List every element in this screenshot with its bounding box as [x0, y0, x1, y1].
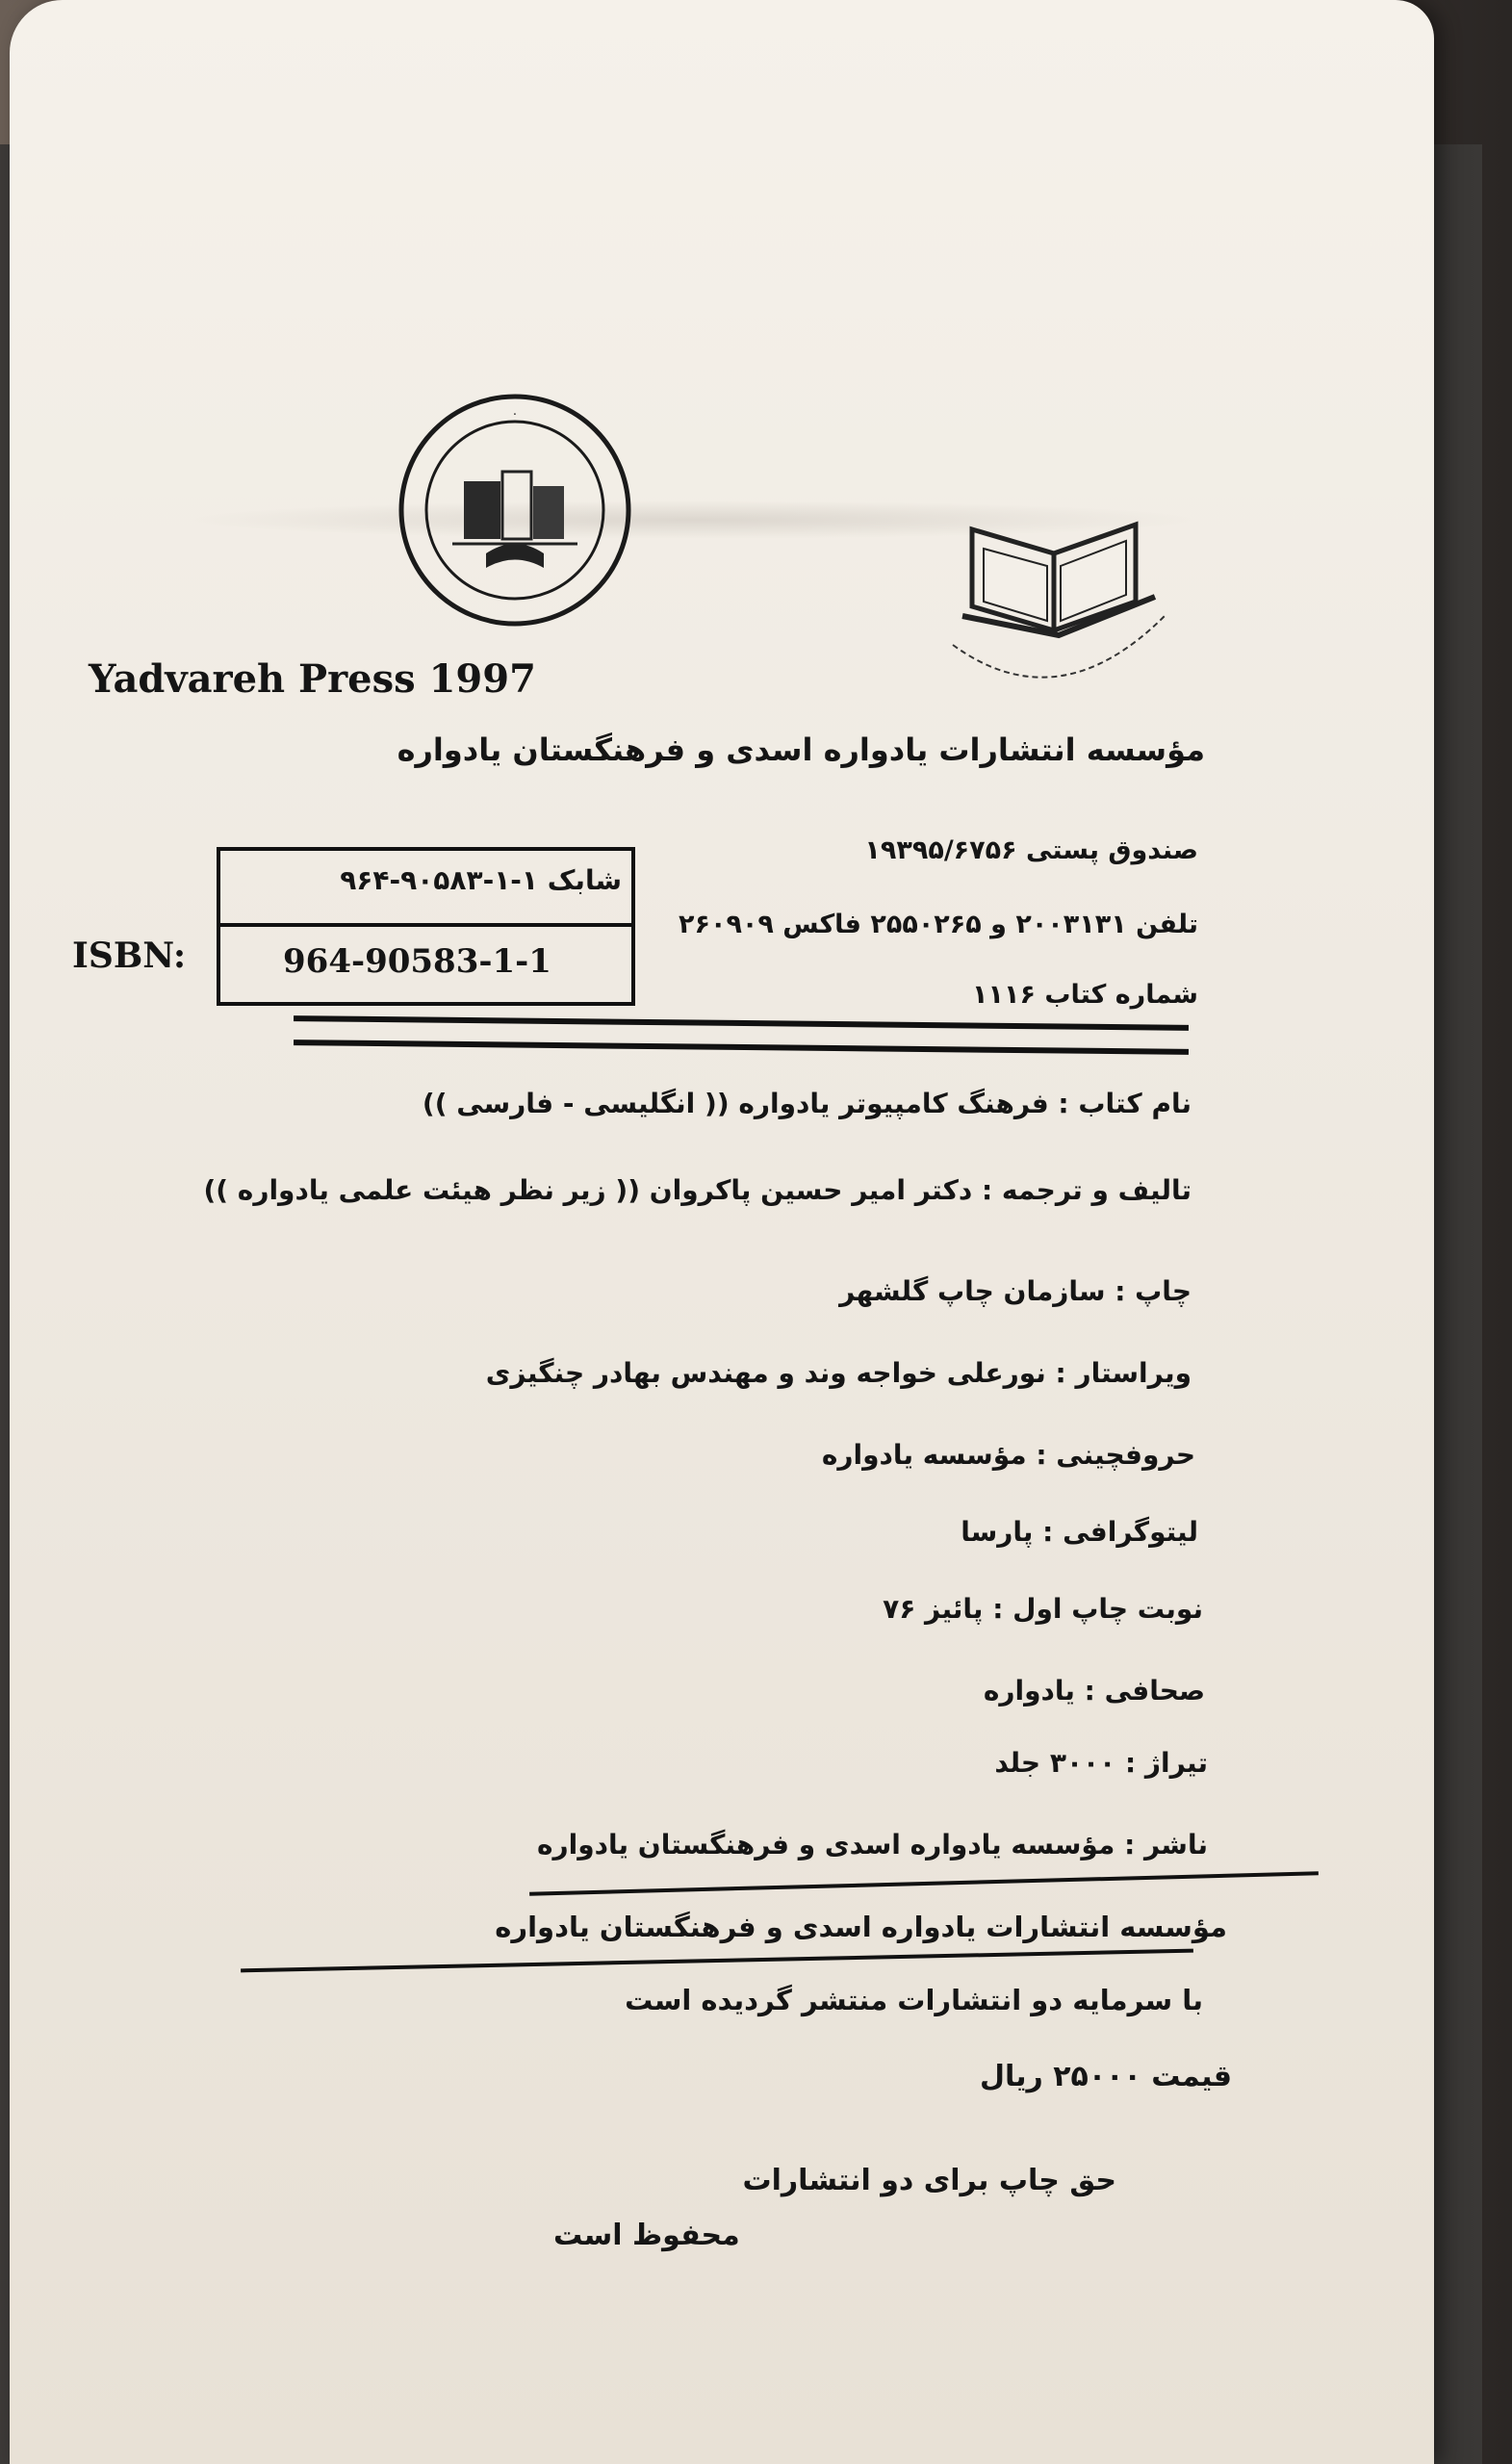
copyright-line-1: حق چاپ برای دو انتشارات: [742, 2164, 1116, 2197]
footer-price: قیمت ۲۵۰۰۰ ریال: [979, 2060, 1232, 2093]
detail-circulation: تیراژ : ۳۰۰۰ جلد: [994, 1747, 1208, 1779]
detail-typesetting: حروفچینی : مؤسسه یادواره: [821, 1439, 1195, 1471]
divider-line-bottom: [294, 1040, 1189, 1055]
detail-book-title: نام کتاب : فرهنگ کامپیوتر یادواره (( انگلیسی - فارسی )): [422, 1088, 1192, 1119]
farhangestan-stamp-logo: [395, 390, 635, 630]
detail-edition: نوبت چاپ اول : پائیز ۷۶: [883, 1593, 1203, 1625]
book-page: [10, 0, 1434, 2464]
detail-author: تالیف و ترجمه : دکتر امیر حسین پاکروان (( زیر نظر هیئت علمی یادواره )): [203, 1174, 1192, 1206]
svg-text:·: ·: [512, 408, 518, 423]
isbn-label: ISBN:: [72, 936, 187, 976]
isbn-box: [217, 847, 635, 1006]
publisher-farsi: مؤسسه انتشارات یادواره اسدی و فرهنگستان یادواره: [397, 732, 1205, 768]
asadi-stamp-logo: [934, 500, 1184, 732]
book-number: شماره کتاب ۱۱۱۶: [972, 980, 1198, 1010]
detail-printing: چاپ : سازمان چاپ گلشهر: [839, 1275, 1192, 1307]
detail-editor: ویراستار : نورعلی خواجه وند و مهندس بهادر چنگیزی: [485, 1357, 1192, 1389]
shabak-number: شابک ۱-۱-۹۰۵۸۳-۹۶۴: [340, 864, 622, 896]
postal-box: صندوق پستی ۱۹۳۹۵/۶۷۵۶: [864, 835, 1198, 865]
divider-line-publisher: [529, 1871, 1319, 1895]
phone-fax: تلفن ۲۰۰۳۱۳۱ و ۲۵۵۰۲۶۵ فاکس ۲۶۰۹۰۹: [679, 910, 1198, 939]
isbn-value: 964-90583-1-1: [283, 942, 551, 981]
divider-line-footer: [241, 1949, 1193, 1973]
publisher-english: Yadvareh Press 1997: [89, 656, 536, 702]
detail-publisher: ناشر : مؤسسه یادواره اسدی و فرهنگستان یادواره: [537, 1829, 1208, 1861]
divider-line-top: [294, 1015, 1189, 1031]
detail-lithography: لیتوگرافی : پارسا: [961, 1516, 1198, 1548]
footer-publisher: مؤسسه انتشارات یادواره اسدی و فرهنگستان یادواره: [495, 1911, 1227, 1943]
detail-binding: صحافی : یادواره: [983, 1675, 1205, 1707]
footer-capital-note: با سرمایه دو انتشارات منتشر گردیده است: [625, 1984, 1203, 2016]
copyright-line-2: محفوظ است: [553, 2219, 740, 2252]
